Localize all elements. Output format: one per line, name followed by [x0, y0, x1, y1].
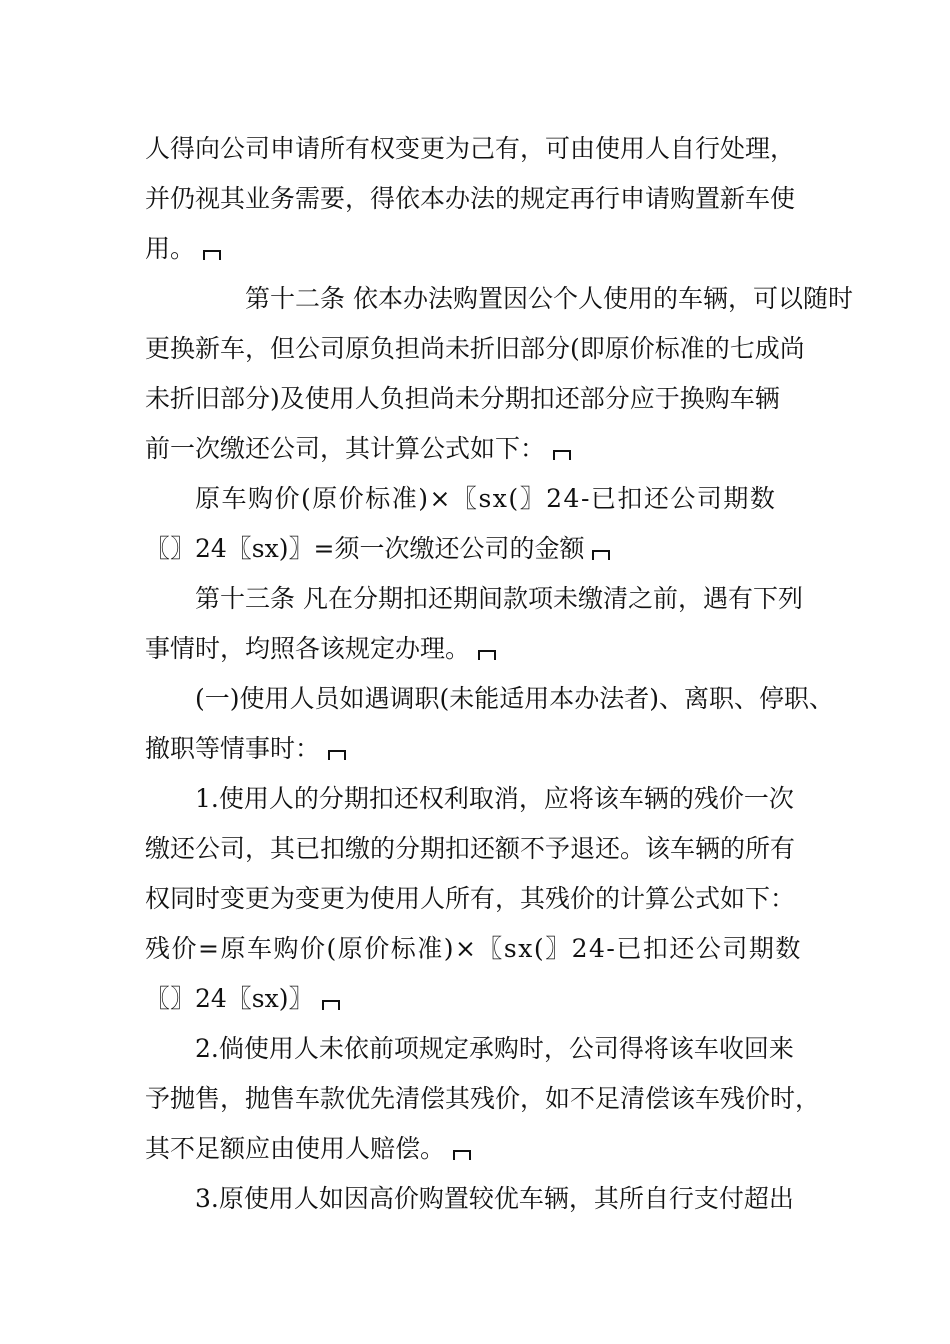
- text-line: 残价=原车购价(原价标准)×〖sx(〗24-已扣还公司期数: [145, 934, 802, 963]
- paragraph-mark-icon: [326, 747, 348, 761]
- paragraph-mark-icon: [590, 547, 612, 561]
- text-line: [145, 624, 815, 674]
- paragraph-article-13: [145, 574, 815, 674]
- text-line: 第十二条 依本办法购置因公个人使用的车辆，可以随时: [245, 284, 853, 313]
- text-line: 3.原使用人如因高价购置较优车辆，其所自行支付超出: [195, 1184, 794, 1213]
- text-line-text: 其不足额应由使用人赔偿。: [145, 1134, 446, 1163]
- text-line: 并仍视其业务需要，得依本办法的规定再行申请购置新车使: [145, 184, 796, 213]
- paragraph-mark-icon: [201, 247, 223, 261]
- paragraph-mark-icon: [451, 1147, 473, 1161]
- text-line: [145, 524, 815, 574]
- text-line: [145, 424, 815, 474]
- text-line: 1.使用人的分期扣还权利取消，应将该车辆的残价一次: [195, 784, 794, 813]
- paragraph-mark-icon: [551, 447, 573, 461]
- text-line: [145, 974, 815, 1024]
- paragraph-mark-icon: [320, 997, 342, 1011]
- text-line-text: 〖〗24〖sx)〗: [145, 984, 314, 1013]
- text-line: 第十三条 凡在分期扣还期间款项未缴清之前，遇有下列: [195, 584, 803, 613]
- paragraph-subitem-2: [145, 1024, 821, 1174]
- text-line: 更换新车，但公司原负担尚未折旧部分(即原价标准的七成尚: [145, 334, 805, 363]
- text-line-text: 撤职等情事时：: [145, 734, 321, 763]
- text-line: [145, 1124, 815, 1174]
- paragraph-1: [145, 124, 815, 274]
- paragraph-formula-1: [145, 474, 815, 574]
- paragraph-subitem-3: [145, 1174, 815, 1224]
- text-line-text: 用。: [145, 234, 196, 263]
- text-line: (一)使用人员如遇调职(未能适用本办法者)、离职、停职、: [195, 684, 835, 713]
- text-line: 缴还公司，其已扣缴的分期扣还额不予退还。该车辆的所有: [145, 834, 796, 863]
- text-line: 未折旧部分)及使用人负担尚未分期扣还部分应于换购车辆: [145, 384, 780, 413]
- paragraph-subitem-1: [145, 774, 815, 1024]
- text-line: 予抛售，抛售车款优先清偿其残价，如不足清偿该车残价时，: [145, 1084, 821, 1113]
- paragraph-article-12: [145, 274, 853, 474]
- text-line: 2.倘使用人未依前项规定承购时，公司得将该车收回来: [195, 1034, 794, 1063]
- text-line-text: 事情时，均照各该规定办理。: [145, 634, 471, 663]
- text-line-text: 前一次缴还公司，其计算公式如下：: [145, 434, 546, 463]
- text-line: 原车购价(原价标准)×〖sx(〗24-已扣还公司期数: [195, 484, 777, 513]
- text-line: 人得向公司申请所有权变更为己有，可由使用人自行处理，: [145, 134, 796, 163]
- document-body: [145, 124, 853, 1224]
- text-line: [145, 224, 815, 274]
- paragraph-mark-icon: [476, 647, 498, 661]
- text-line: 权同时变更为变更为使用人所有，其残价的计算公式如下：: [145, 884, 796, 913]
- paragraph-item-1: [145, 674, 835, 774]
- text-line: [145, 724, 815, 774]
- text-line-text: 〖〗24〖sx)〗=须一次缴还公司的金额: [145, 534, 585, 563]
